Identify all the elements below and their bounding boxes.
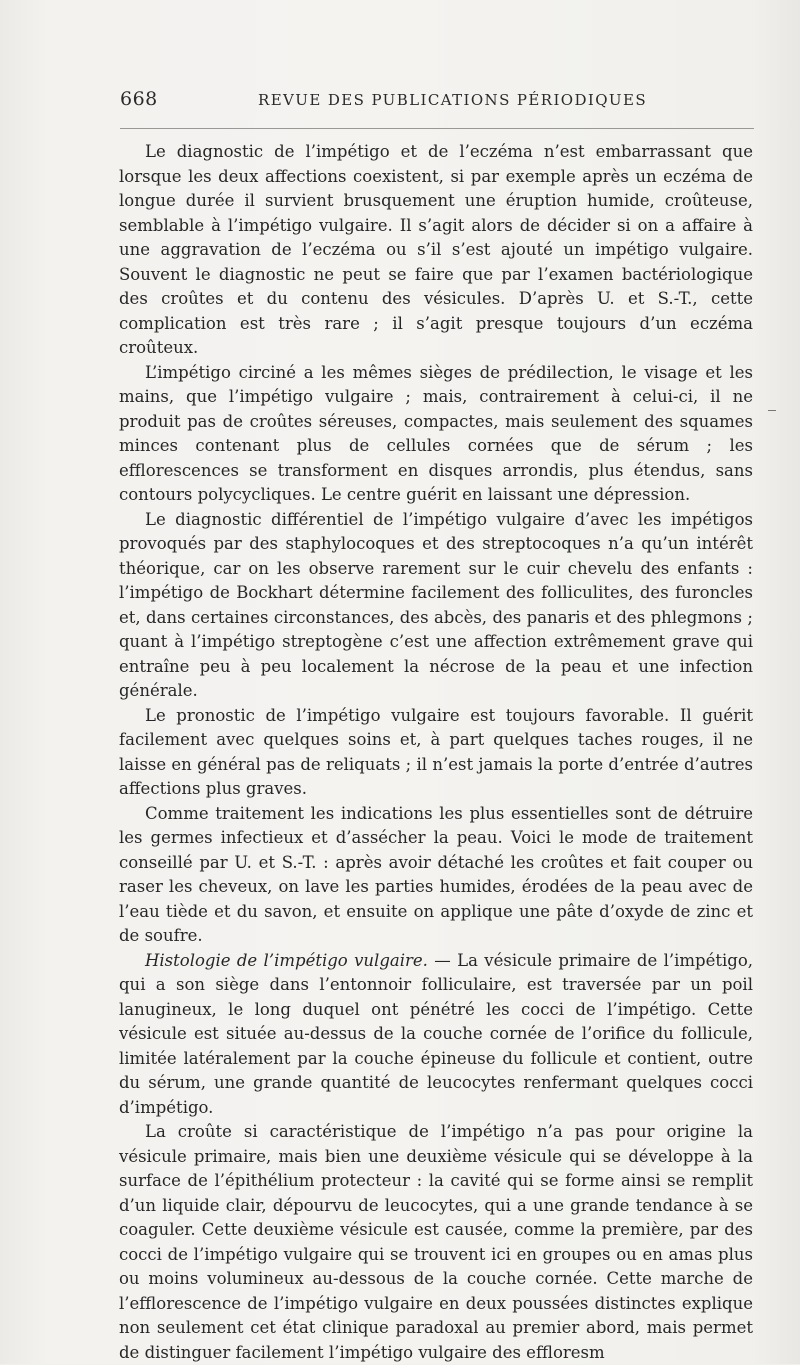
paragraph-crust-origin — [119, 1120, 753, 1365]
paragraph-impetigo-circine — [119, 361, 753, 508]
paragraph-text: Le diagnostic de l’impétigo et de l’eczéma n’est embarrassant que lorsque les deux affections coexistent, si par exemple après un eczéma de longue durée il survient brusquement une éruption humide, croûteuse, semblable à l’impétigo vulgaire. Il s’agit alors de décider si on a affaire à une aggravation de l’eczéma ou s’il s’est ajouté un impétigo vulgaire. Souvent le diagnostic ne peut se faire que par l’examen bactériologique des croûtes et du contenu des vésicules. D’après U. et S.-T., cette complication est très rare ; il s’agit presque toujours d’un eczéma croûteux. — [119, 142, 753, 357]
paragraph-text: — La vésicule primaire de l’impétigo, qui a son siège dans l’entonnoir folliculaire, est traversée par un poil lanugineux, le long duquel ont pénétré les cocci de l’impétigo. Cette vésicule est située au-dessus de la couche cornée de l’orifice du follicule, limitée latéralement par la couche épineuse du follicule et contient, outre du sérum, une grande quantité de leucocytes renfermant quelques cocci d’impétigo. — [119, 950, 753, 1117]
margin-mark — [768, 410, 776, 411]
paragraph-differential-diagnosis — [119, 508, 753, 704]
paragraph-diagnostic-eczema — [119, 140, 753, 361]
page-header — [120, 88, 760, 118]
paragraph-text: La croûte si caractéristique de l’impétigo n’a pas pour origine la vésicule primaire, mais bien une deuxième vésicule qui se développe à la surface de l’épithélium protecteur : la cavité qui se forme ainsi se remplit d’un liquide clair, dépourvu de leucocytes, qui a une grande tendance à se coaguler. Cette deuxième vésicule est causée, comme la première, par des cocci de l’impétigo vulgaire qui se trouvent ici en groupes ou en amas plus ou moins volumineux au-dessous de la couche cornée. Cette marche de l’efflorescence de l’impétigo vulgaire en deux poussées distinctes explique non seulement cet état clinique paradoxal au premier abord, mais permet de distinguer facilement l’impétigo vulgaire des effloresm — [119, 1122, 753, 1362]
histology-heading: Histologie de l’impétigo vulgaire. — [145, 950, 428, 970]
page-number: 668 — [120, 88, 158, 110]
paragraph-treatment — [119, 802, 753, 949]
paragraph-text: Le pronostic de l’impétigo vulgaire est toujours favorable. Il guérit facilement avec quelques soins et, à part quelques taches rouges, il ne laisse en général pas de reliquats ; il n’est jamais la porte d’entrée d’autres affections plus graves. — [119, 705, 753, 798]
paragraph-text: Comme traitement les indications les plus essentielles sont de détruire les germes infectieux et d’assécher la peau. Voici le mode de traitement conseillé par U. et S.-T. : après avoir détaché les croûtes et fait couper ou raser les cheveux, on lave les parties humides, érodées de la peau avec de l’eau tiède et du savon, et ensuite on applique une pâte d’oxyde de zinc et de soufre. — [119, 803, 753, 945]
paragraph-text: L’impétigo circiné a les mêmes sièges de prédilection, le visage et les mains, que l’impétigo vulgaire ; mais, contrairement à celui-ci, il ne produit pas de croûtes séreuses, compactes, mais seulement des squames minces contenant plus de cellules cornées que de sérum ; les efflorescences se transforment en disques arrondis, plus étendus, sans contours polycycliques. Le centre guérit en laissant une dépression. — [119, 362, 753, 504]
running-title: REVUE DES PUBLICATIONS PÉRIODIQUES — [258, 91, 647, 109]
article-body — [119, 140, 753, 1365]
paragraph-text: Le diagnostic différentiel de l’impétigo vulgaire d’avec les impétigos provoqués par des staphylocoques et des streptocoques n’a qu’un intérêt théorique, car on les observe rarement sur le cuir chevelu des enfants : l’impétigo de Bockhart détermine facilement des folliculites, des furoncles et, dans certaines circonstances, des abcès, des panaris et des phlegmons ; quant à l’impétigo streptogène c’est une affection extrêmement grave qui entraîne peu à peu localement la nécrose de la peau et une infection générale. — [119, 509, 753, 700]
paragraph-histology — [119, 949, 753, 1121]
paragraph-prognosis — [119, 704, 753, 802]
header-rule — [120, 128, 754, 129]
